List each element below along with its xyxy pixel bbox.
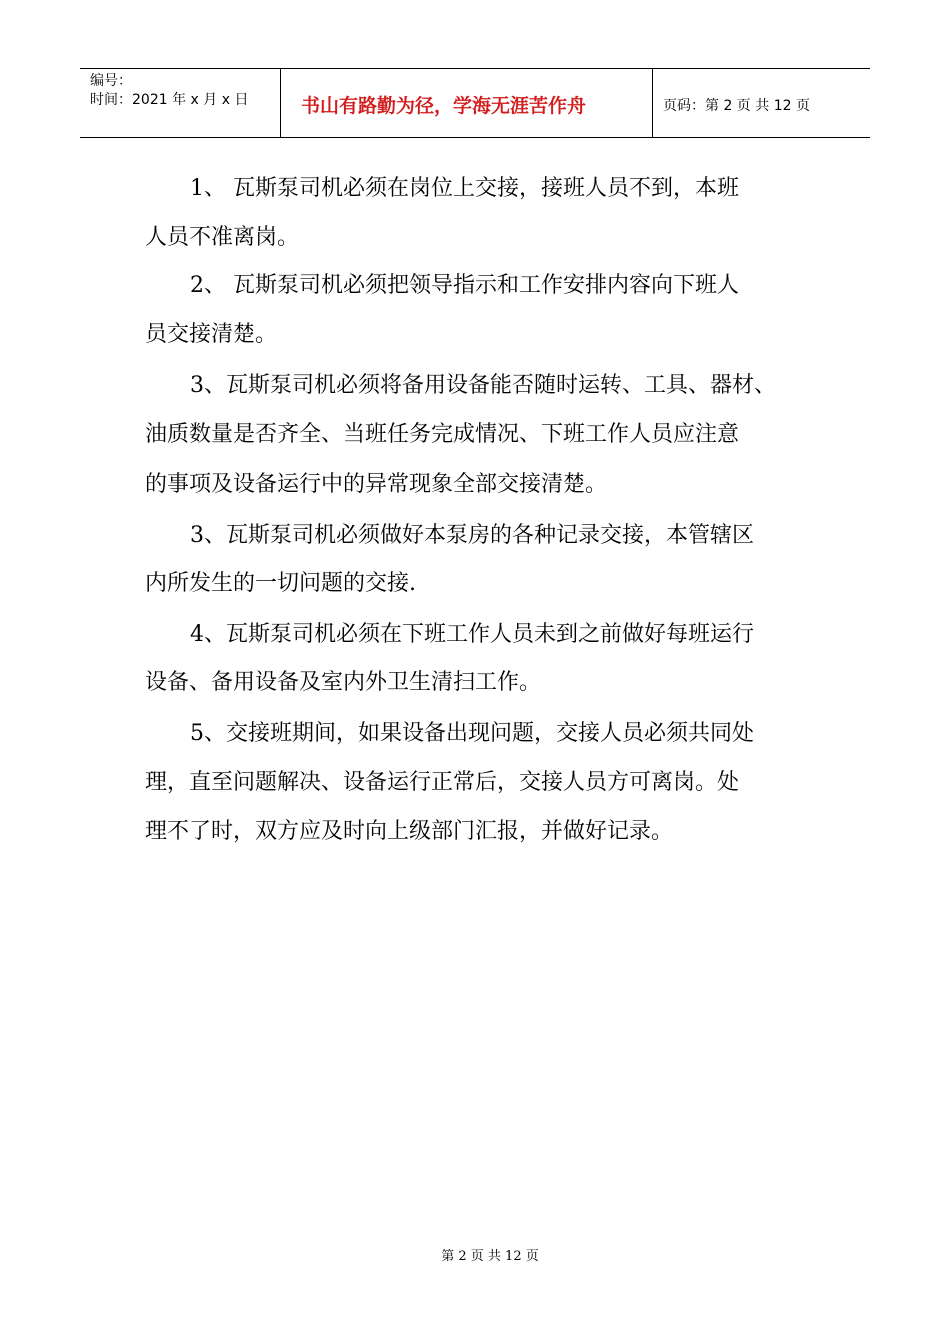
header-motto: 书山有路勤为径，学海无涯苦作舟 bbox=[301, 95, 587, 117]
page-footer bbox=[0, 1245, 950, 1264]
header-page-cell bbox=[653, 69, 870, 137]
header-table bbox=[80, 68, 870, 138]
paragraph-line: 3、瓦斯泵司机必须做好本泵房的各种记录交接，本管辖区 bbox=[190, 523, 754, 548]
paragraph-line: 理不了时，双方应及时向上级部门汇报，并做好记录。 bbox=[145, 819, 674, 844]
document-number-label: 编号： bbox=[90, 73, 132, 89]
footer-page-number: 第 2 页 共 12 页 bbox=[441, 1249, 539, 1264]
header-meta-cell bbox=[80, 69, 281, 137]
header-page-info: 页码：第 2 页 共 12 页 bbox=[663, 97, 810, 114]
paragraph-line: 3、瓦斯泵司机必须将备用设备能否随时运转、工具、器材、 bbox=[190, 373, 776, 398]
paragraph-line: 2、 瓦斯泵司机必须把领导指示和工作安排内容向下班人 bbox=[190, 273, 739, 298]
paragraph-line: 5、交接班期间，如果设备出现问题，交接人员必须共同处 bbox=[190, 721, 754, 746]
paragraph-line: 内所发生的一切问题的交接. bbox=[145, 571, 416, 596]
paragraph-line: 设备、备用设备及室内外卫生清扫工作。 bbox=[145, 670, 542, 695]
paragraph-line: 人员不准离岗。 bbox=[145, 225, 300, 250]
paragraph-line: 4、瓦斯泵司机必须在下班工作人员未到之前做好每班运行 bbox=[190, 622, 754, 647]
header-motto-cell bbox=[281, 69, 653, 137]
paragraph-line: 的事项及设备运行中的异常现象全部交接清楚。 bbox=[145, 472, 608, 497]
paragraph-line: 1、 瓦斯泵司机必须在岗位上交接，接班人员不到，本班 bbox=[190, 176, 739, 201]
paragraph-line: 理，直至问题解决、设备运行正常后，交接人员方可离岗。处 bbox=[145, 770, 740, 795]
paragraph-line: 油质数量是否齐全、当班任务完成情况、下班工作人员应注意 bbox=[145, 422, 740, 447]
document-time-label: 时间：2021 年 x 月 x 日 bbox=[90, 92, 249, 108]
paragraph-line: 员交接清楚。 bbox=[145, 322, 278, 347]
